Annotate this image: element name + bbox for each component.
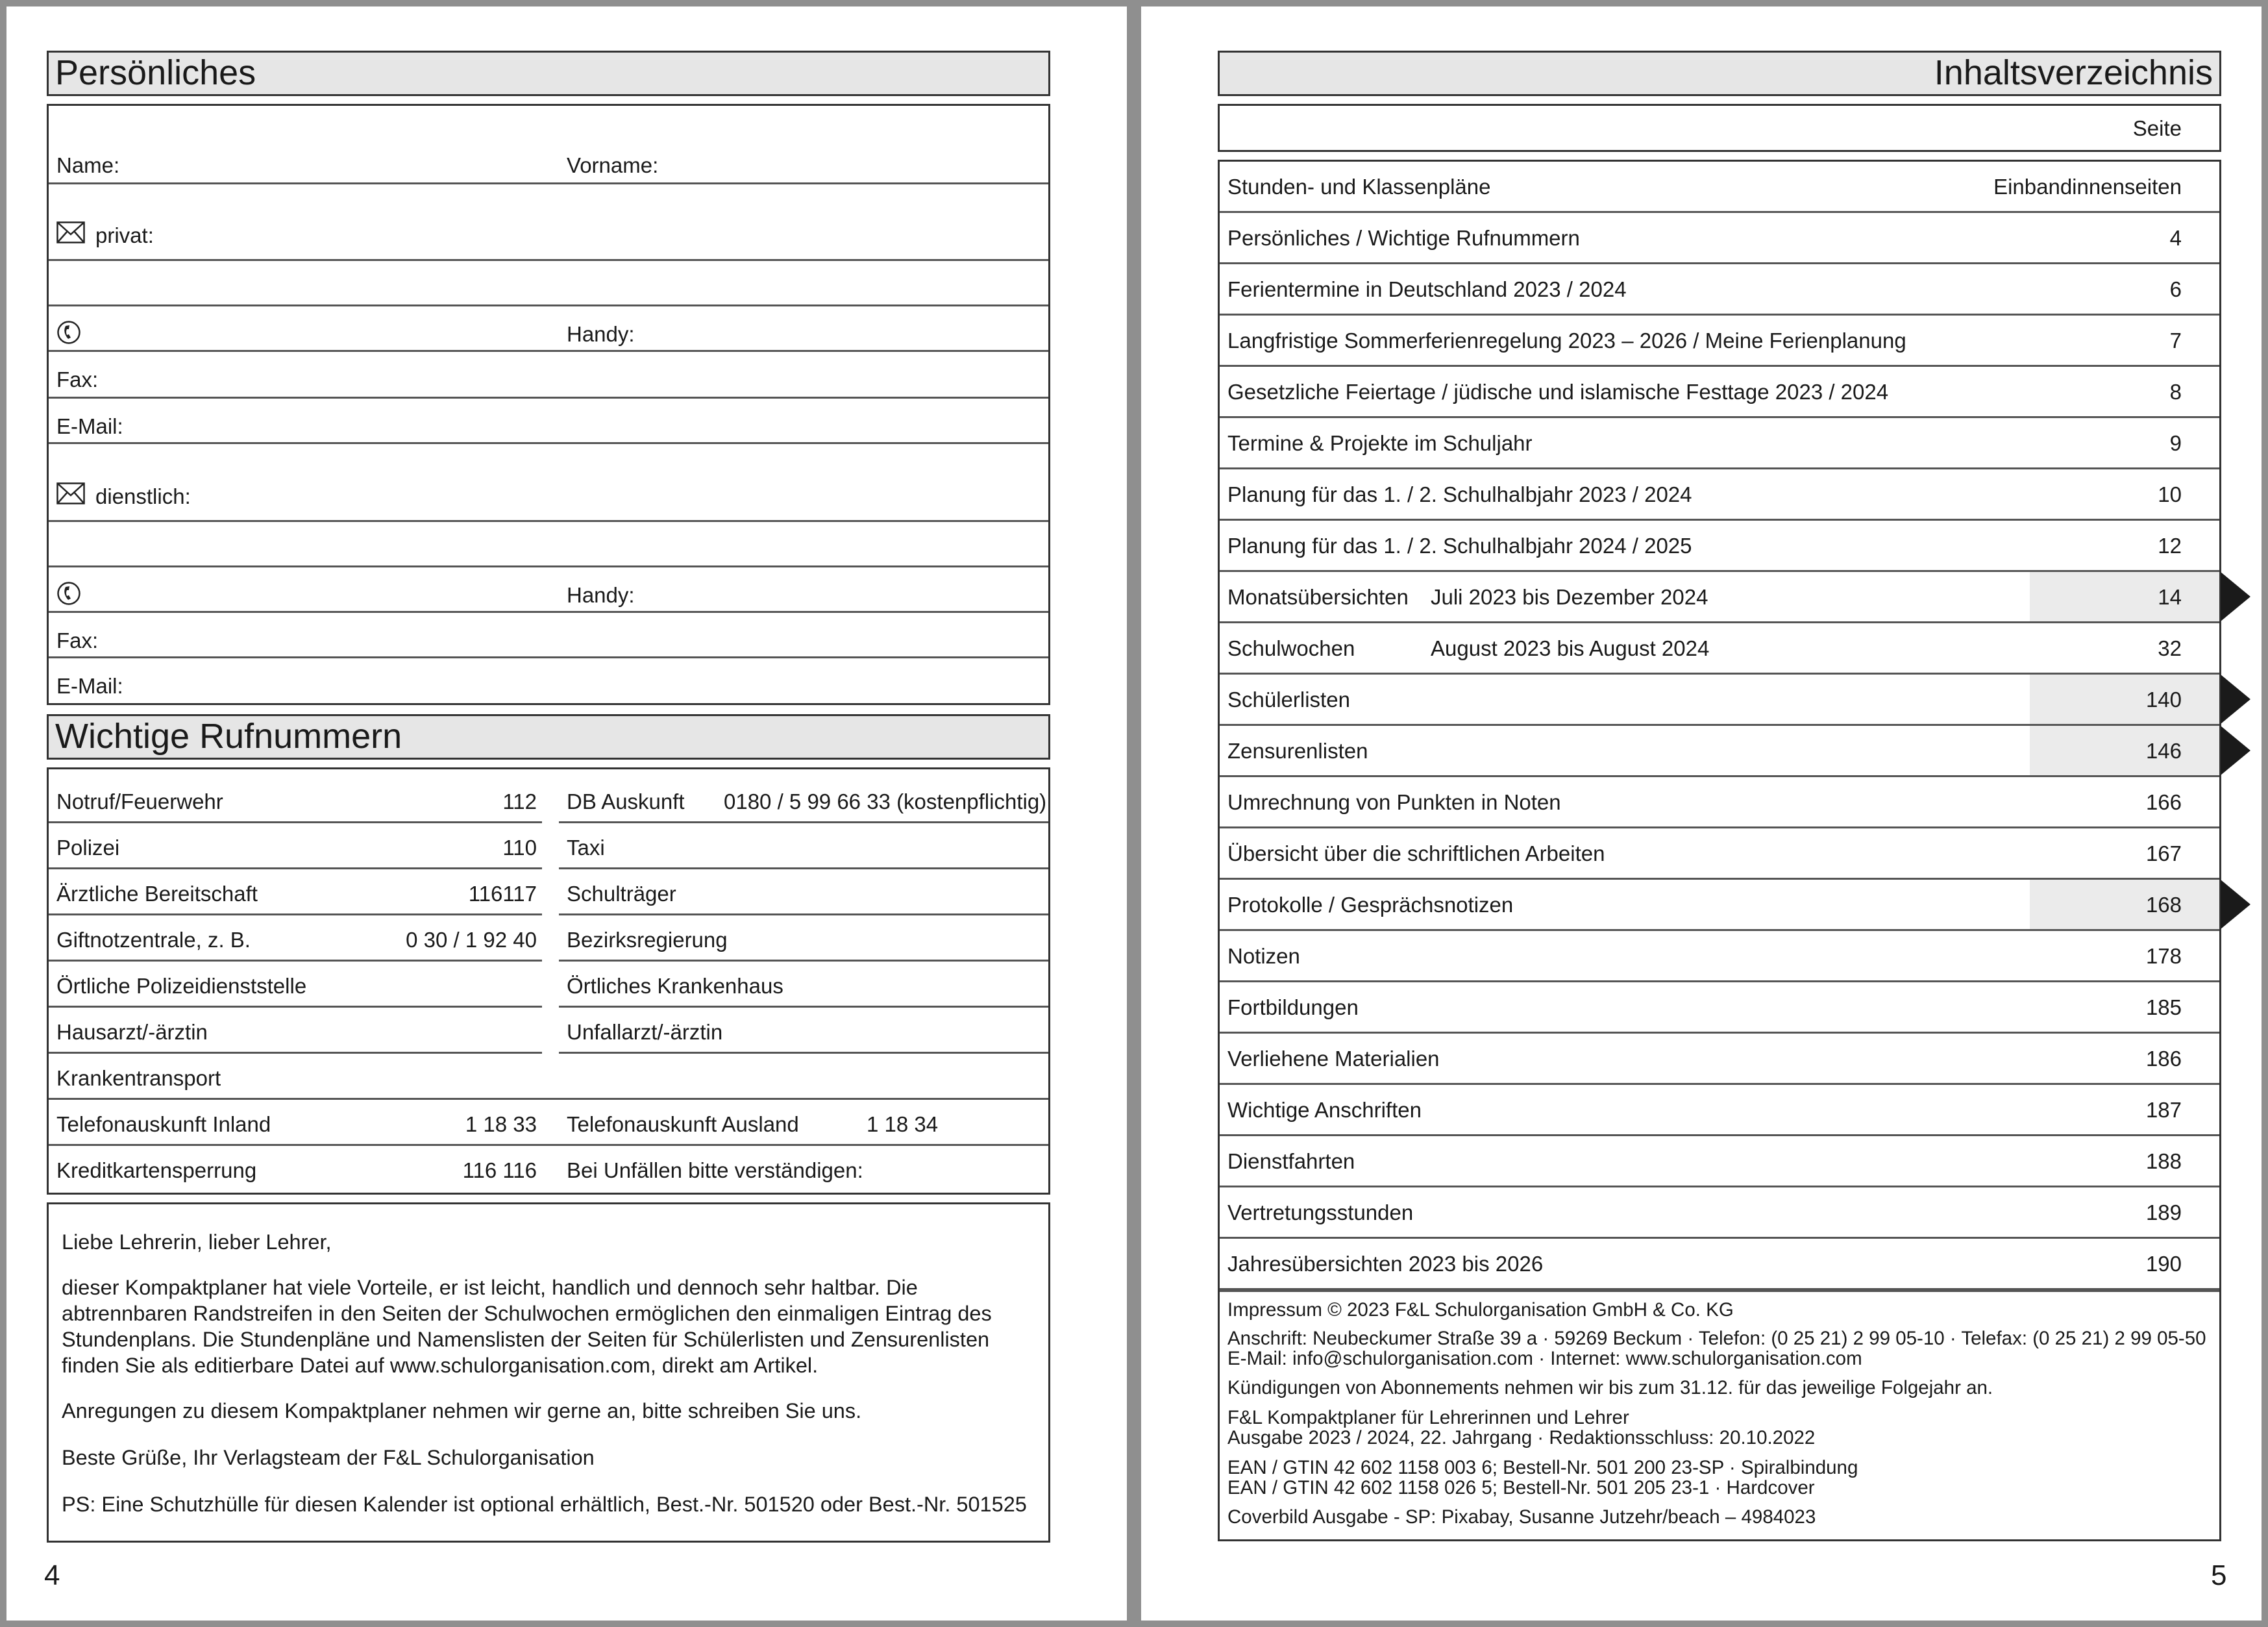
toc-entry[interactable] — [1220, 675, 2219, 726]
toc-entry-page: 12 — [2158, 534, 2182, 558]
toc-entry[interactable] — [1220, 1136, 2219, 1187]
toc-entry-page: 186 — [2145, 1047, 2182, 1071]
imprint-line-6: Ausgabe 2023 / 2024, 22. Jahrgang · Redaktionsschluss: 20.10.2022 — [1227, 1427, 1816, 1448]
toc-entry[interactable] — [1220, 469, 2219, 521]
left-page — [6, 6, 1127, 1621]
right-page — [1141, 6, 2262, 1621]
toc-entry-page: 6 — [2169, 277, 2182, 301]
toc-entry-title: Persönliches / Wichtige Rufnummern — [1227, 226, 1580, 250]
phone-left-label-4: Örtliche Polizeidienststelle — [56, 974, 307, 998]
letter-ps: PS: Eine Schutzhülle für diesen Kalender ist optional erhältlich, Best.-Nr. 501520 oder Best.-Nr. 501525 — [62, 1493, 1027, 1516]
toc-box — [1218, 160, 2221, 1541]
imprint-line-8: EAN / GTIN 42 602 1158 026 5; Bestell-Nr. 501 205 23-1 · Hardcover — [1227, 1477, 1815, 1498]
phone-right-value-0: 0180 / 5 99 66 33 (kostenpflichtig) — [724, 789, 1047, 814]
phone-left-value-8: 116 116 — [462, 1158, 537, 1182]
fax-label-2: Fax: — [56, 628, 99, 652]
toc-entry-page: 140 — [2145, 688, 2182, 712]
toc-entry-page: 190 — [2145, 1252, 2182, 1276]
toc-column-header — [1218, 104, 2221, 152]
toc-entry[interactable] — [1220, 880, 2219, 931]
toc-entry[interactable] — [1220, 367, 2219, 418]
toc-entry-page: 32 — [2158, 636, 2182, 660]
tab-highlight — [2030, 726, 2219, 775]
vorname-label: Vorname: — [567, 153, 659, 177]
phone-right-label-5: Unfallarzt/-ärztin — [567, 1020, 723, 1044]
toc-entry-title: Schulwochen — [1227, 636, 1355, 660]
tab-arrow-icon[interactable] — [2221, 572, 2250, 621]
toc-entry-title: Vertretungsstunden — [1227, 1200, 1414, 1224]
tab-highlight — [2030, 572, 2219, 621]
tab-arrow-icon[interactable] — [2221, 880, 2250, 929]
phone-left-value-2: 116117 — [468, 882, 537, 906]
email-label-2: E-Mail: — [56, 674, 123, 698]
name-label: Name: — [56, 153, 120, 177]
letter-closing: Beste Grüße, Ihr Verlagsteam der F&L Schulorganisation — [62, 1446, 595, 1469]
phone-right-label-1: Taxi — [567, 836, 605, 860]
email-label-1: E-Mail: — [56, 414, 123, 438]
business-label: dienstlich: — [95, 484, 191, 508]
phone-left-label-3: Giftnotzentrale, z. B. — [56, 928, 251, 952]
toc-entry-page: 7 — [2169, 329, 2182, 353]
tab-highlight — [2030, 880, 2219, 929]
phone-icon — [56, 581, 81, 606]
handy-label-2: Handy: — [567, 583, 635, 607]
toc-entry[interactable] — [1220, 828, 2219, 880]
toc-entry[interactable] — [1220, 316, 2219, 367]
tab-arrow-icon[interactable] — [2221, 726, 2250, 775]
toc-page-column-label: Seite — [2132, 116, 2182, 140]
toc-entry-title: Termine & Projekte im Schuljahr — [1227, 431, 1533, 455]
toc-entry[interactable] — [1220, 931, 2219, 982]
toc-entry-title: Jahresübersichten 2023 bis 2026 — [1227, 1252, 1544, 1276]
imprint-line-1: Impressum © 2023 F&L Schulorganisation GmbH & Co. KG — [1227, 1299, 1734, 1321]
personal-heading: Persönliches — [47, 51, 1050, 96]
toc-entry[interactable] — [1220, 726, 2219, 777]
toc-entry-page: 9 — [2169, 431, 2182, 455]
phone-left-value-3: 0 30 / 1 92 40 — [406, 928, 537, 952]
imprint-line-3: E-Mail: info@schulorganisation.com · Internet: www.schulorganisation.com — [1227, 1348, 1862, 1369]
phone-icon — [56, 320, 81, 345]
toc-entry-title: Langfristige Sommerferienregelung 2023 – 2026 / Meine Ferienplanung — [1227, 329, 1906, 353]
phone-right-value-7: 1 18 34 — [867, 1112, 939, 1136]
personal-form — [47, 104, 1050, 705]
toc-entry-page: 8 — [2169, 380, 2182, 404]
imprint-line-4: Kündigungen von Abonnements nehmen wir bis zum 31.12. für das jeweilige Folgejahr an. — [1227, 1377, 1993, 1398]
toc-entry-page: 146 — [2145, 739, 2182, 763]
toc-entry-page: 167 — [2145, 841, 2182, 865]
toc-entry-title: Monatsübersichten — [1227, 585, 1409, 609]
toc-entry-title: Verliehene Materialien — [1227, 1047, 1440, 1071]
letter-paragraph-2: Anregungen zu diesem Kompaktplaner nehmen wir gerne an, bitte schreiben Sie uns. — [62, 1399, 862, 1422]
toc-entry-page: 166 — [2145, 790, 2182, 814]
toc-entry-title: Planung für das 1. / 2. Schulhalbjahr 2023 / 2024 — [1227, 482, 1692, 506]
toc-entry[interactable] — [1220, 1034, 2219, 1085]
phone-right-label-8: Bei Unfällen bitte verständigen: — [567, 1158, 863, 1182]
toc-entry[interactable] — [1220, 982, 2219, 1034]
phone-left-label-5: Hausarzt/-ärztin — [56, 1020, 208, 1044]
imprint-line-7: EAN / GTIN 42 602 1158 003 6; Bestell-Nr. 501 200 23-SP · Spiralbindung — [1227, 1457, 1858, 1478]
letter-paragraph-1: dieser Kompaktplaner hat viele Vorteile, er ist leicht, handlich und dennoch sehr haltbar. Die abtrennbaren Randstreifen in den Seiten der Schulwochen ermöglichen den einmaligen Eintrag des Stundenplans. Die Stundenpläne und Namenslisten der Seiten für Schülerlisten und Zensurenlisten finden Sie als editierbare Datei auf www.schulorganisation.com, direkt am Artikel. — [62, 1276, 992, 1377]
letter-box — [47, 1202, 1050, 1543]
toc-entry-page: 187 — [2145, 1098, 2182, 1122]
phone-left-label-8: Kreditkartensperrung — [56, 1158, 257, 1182]
toc-entry-page: 14 — [2158, 585, 2182, 609]
toc-entry-title: Zensurenlisten — [1227, 739, 1368, 763]
tab-highlight — [2030, 675, 2219, 724]
toc-entry[interactable] — [1220, 623, 2219, 675]
letter-greeting: Liebe Lehrerin, lieber Lehrer, — [62, 1230, 332, 1254]
phone-heading: Wichtige Rufnummern — [47, 714, 1050, 760]
toc-heading: Inhaltsverzeichnis — [1218, 51, 2221, 96]
handy-label-1: Handy: — [567, 322, 635, 346]
toc-entry-title: Gesetzliche Feiertage / jüdische und islamische Festtage 2023 / 2024 — [1227, 380, 1889, 404]
toc-entry[interactable] — [1220, 162, 2219, 213]
toc-entry-page: 188 — [2145, 1149, 2182, 1173]
toc-entry-title: Stunden- und Klassenpläne — [1227, 175, 1491, 199]
toc-entry-title: Fortbildungen — [1227, 995, 1359, 1019]
toc-entry-title: Protokolle / Gesprächsnotizen — [1227, 893, 1514, 917]
imprint-line-5: F&L Kompaktplaner für Lehrerinnen und Lehrer — [1227, 1407, 1629, 1428]
toc-entry-title: Übersicht über die schriftlichen Arbeiten — [1227, 841, 1605, 865]
toc-entry[interactable] — [1220, 418, 2219, 469]
phone-right-label-7: Telefonauskunft Ausland — [567, 1112, 799, 1136]
toc-entry-title: Wichtige Anschriften — [1227, 1098, 1422, 1122]
toc-entry[interactable] — [1220, 572, 2219, 623]
private-label: privat: — [95, 223, 154, 247]
toc-entry-page: 168 — [2145, 893, 2182, 917]
phone-right-label-4: Örtliches Krankenhaus — [567, 974, 783, 998]
toc-entry-page: 189 — [2145, 1200, 2182, 1224]
toc-entry-title: Notizen — [1227, 944, 1300, 968]
toc-entry[interactable] — [1220, 1239, 2219, 1290]
phone-left-label-2: Ärztliche Bereitschaft — [56, 882, 258, 906]
envelope-icon — [56, 221, 85, 243]
toc-entry-page: 10 — [2158, 482, 2182, 506]
page-number-right: 5 — [2211, 1559, 2227, 1591]
toc-entry[interactable] — [1220, 1085, 2219, 1136]
toc-entry-range: Juli 2023 bis Dezember 2024 — [1431, 585, 1708, 609]
imprint-line-2: Anschrift: Neubeckumer Straße 39 a · 59269 Beckum · Telefon: (0 25 21) 2 99 05-10 · Telefax: (0 25 21) 2 99 05-50 — [1227, 1328, 2206, 1349]
toc-entry-page: 178 — [2145, 944, 2182, 968]
tab-arrow-icon[interactable] — [2221, 675, 2250, 724]
phone-left-label-6: Krankentransport — [56, 1066, 221, 1090]
phone-left-value-7: 1 18 33 — [465, 1112, 537, 1136]
toc-entry[interactable] — [1220, 1187, 2219, 1239]
toc-entry-page: 185 — [2145, 995, 2182, 1019]
phone-left-value-1: 110 — [502, 836, 537, 860]
phone-right-label-2: Schulträger — [567, 882, 676, 906]
toc-entry[interactable] — [1220, 521, 2219, 572]
phone-right-label-3: Bezirksregierung — [567, 928, 728, 952]
phone-left-label-1: Polizei — [56, 836, 120, 860]
toc-entry-title: Schülerlisten — [1227, 688, 1350, 712]
toc-entry-page: 4 — [2169, 226, 2182, 250]
toc-entry-page: Einbandinnenseiten — [1993, 175, 2182, 199]
toc-entry-range: August 2023 bis August 2024 — [1431, 636, 1710, 660]
page-number-left: 4 — [44, 1559, 60, 1591]
fax-label-1: Fax: — [56, 367, 99, 391]
toc-entry[interactable] — [1220, 777, 2219, 828]
toc-entry-title: Planung für das 1. / 2. Schulhalbjahr 2024 / 2025 — [1227, 534, 1692, 558]
phone-left-value-0: 112 — [502, 789, 537, 814]
phone-table — [47, 767, 1050, 1195]
envelope-icon — [56, 482, 85, 504]
phone-right-label-0: DB Auskunft — [567, 789, 685, 814]
phone-left-label-0: Notruf/Feuerwehr — [56, 789, 223, 814]
toc-entry-title: Dienstfahrten — [1227, 1149, 1355, 1173]
toc-entry[interactable] — [1220, 213, 2219, 264]
toc-entry[interactable] — [1220, 264, 2219, 316]
toc-entry-title: Ferientermine in Deutschland 2023 / 2024 — [1227, 277, 1627, 301]
imprint-line-9: Coverbild Ausgabe - SP: Pixabay, Susanne Jutzehr/beach – 4984023 — [1227, 1506, 1816, 1528]
phone-left-label-7: Telefonauskunft Inland — [56, 1112, 271, 1136]
toc-entry-title: Umrechnung von Punkten in Noten — [1227, 790, 1561, 814]
